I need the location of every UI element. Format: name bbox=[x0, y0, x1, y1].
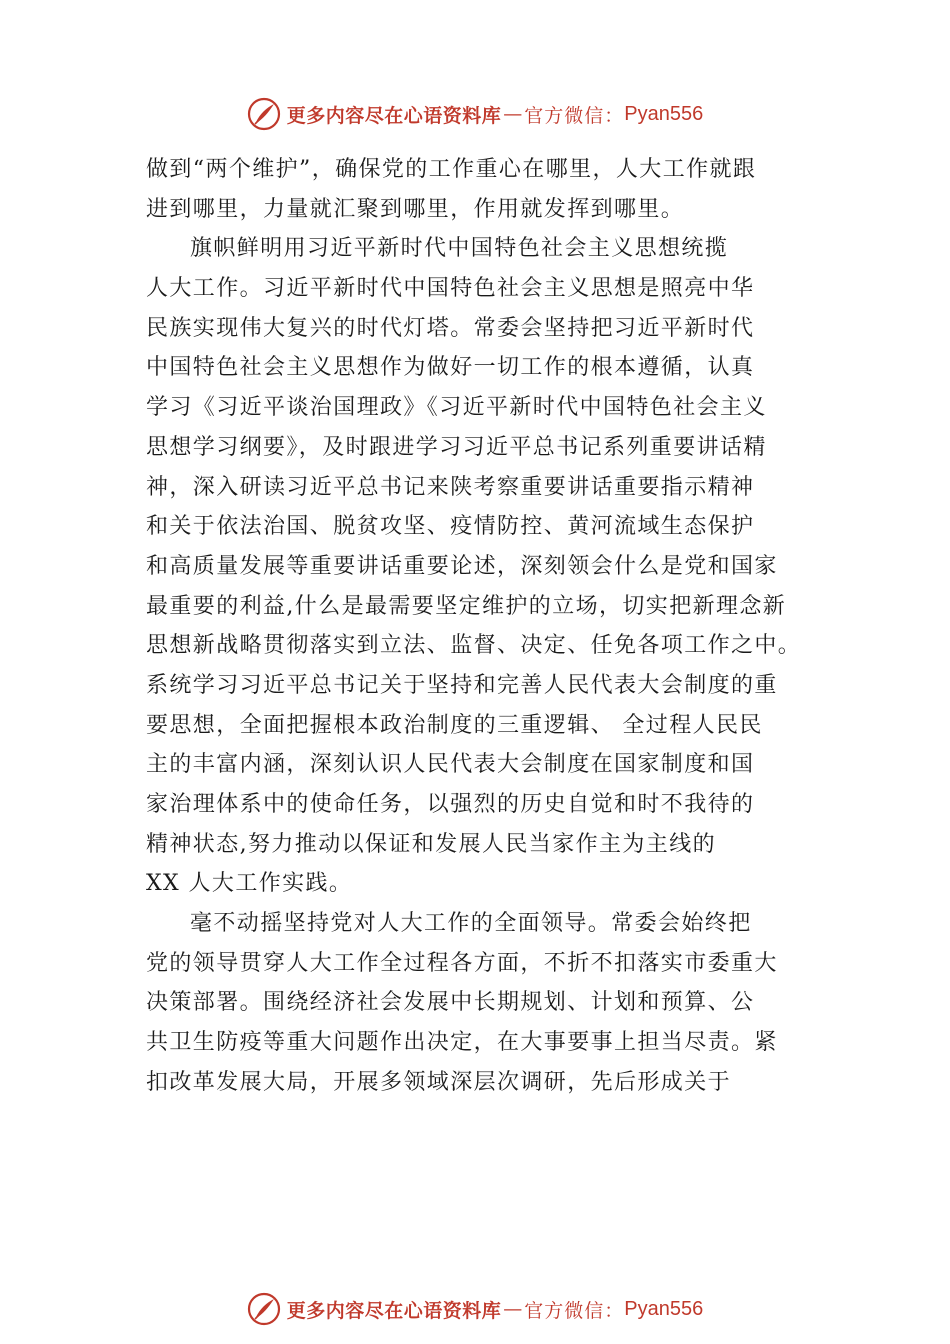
body-line: 精神状态,努力推动以保证和发展人民当家作主为主线的 bbox=[146, 831, 716, 857]
body-line: 中国特色社会主义思想作为做好一切工作的根本遵循，认真 bbox=[146, 355, 755, 381]
body-line: 神，深入研读习近平总书记来陕考察重要讲话重要指示精神 bbox=[146, 474, 755, 500]
body-line: 思想学习纲要》，及时跟进学习习近平总书记系列重要讲话精 bbox=[146, 434, 767, 460]
body-line: 家治理体系中的使命任务，以强烈的历史自觉和时不我待的 bbox=[146, 792, 755, 817]
footer-banner bbox=[0, 1289, 950, 1329]
body-line: 决策部署。围绕经济社会发展中长期规划、计划和预算、公 bbox=[146, 990, 755, 1016]
body-line: 扣改革发展大局，开展多领域深层次调研，先后形成关于 bbox=[146, 1069, 732, 1095]
body-line: 党的领导贯穿人大工作全过程各方面，不折不扣落实市委重大 bbox=[146, 950, 778, 976]
banner-main-text: 更多内容尽在心语资料库 bbox=[286, 1299, 502, 1322]
body-line: 人大工作。习近平新时代中国特色社会主义思想是照亮中华 bbox=[146, 276, 755, 302]
banner-separator: — bbox=[503, 103, 523, 125]
body-line: 做到“两个维护”，确保党的工作重心在哪里，人大工作就跟 bbox=[146, 157, 757, 182]
body-line: XX 人大工作实践。 bbox=[146, 871, 353, 897]
header-banner bbox=[0, 94, 950, 134]
body-line: 思想新战略贯彻落实到立法、监督、决定、任免各项工作之中。 bbox=[146, 633, 802, 659]
body-line: 和高质量发展等重要讲话重要论述，深刻领会什么是党和国家 bbox=[146, 553, 778, 579]
banner-separator: — bbox=[503, 1298, 523, 1320]
banner-main-text: 更多内容尽在心语资料库 bbox=[286, 104, 502, 127]
body-line: 最重要的利益,什么是最需要坚定维护的立场，切实把新理念新 bbox=[146, 593, 787, 619]
quill-logo-icon bbox=[247, 97, 281, 131]
body-line: 学习《习近平谈治国理政》《习近平新时代中国特色社会主义 bbox=[146, 395, 767, 421]
body-line: 进到哪里，力量就汇聚到哪里，作用就发挥到哪里。 bbox=[146, 196, 685, 222]
body-line: 主的丰富内涵，深刻认识人民代表大会制度在国家制度和国 bbox=[146, 752, 755, 778]
document-body bbox=[146, 150, 846, 1103]
quill-logo-icon bbox=[247, 1292, 281, 1326]
body-line: 系统学习习近平总书记关于坚持和完善人民代表大会制度的重 bbox=[146, 672, 778, 698]
paragraph-start-line: 毫不动摇坚持党对人大工作的全面领导。常委会始终把 bbox=[190, 911, 752, 937]
banner-wechat-id: Pyan556 bbox=[624, 1297, 704, 1320]
body-line: 要思想，全面把握根本政治制度的三重逻辑、 全过程人民民 bbox=[146, 712, 763, 738]
paragraph-start-line: 旗帜鲜明用习近平新时代中国特色社会主义思想统揽 bbox=[190, 236, 729, 262]
body-line: 和关于依法治国、脱贫攻坚、疫情防控、黄河流域生态保护 bbox=[146, 514, 755, 540]
body-line: 民族实现伟大复兴的时代灯塔。常委会坚持把习近平新时代 bbox=[146, 315, 755, 341]
banner-wechat-id: Pyan556 bbox=[624, 102, 704, 125]
banner-sub-text: 官方微信： bbox=[524, 104, 625, 127]
body-line: 共卫生防疫等重大问题作出决定，在大事要事上担当尽责。紧 bbox=[146, 1030, 778, 1056]
banner-sub-text: 官方微信： bbox=[524, 1299, 625, 1322]
